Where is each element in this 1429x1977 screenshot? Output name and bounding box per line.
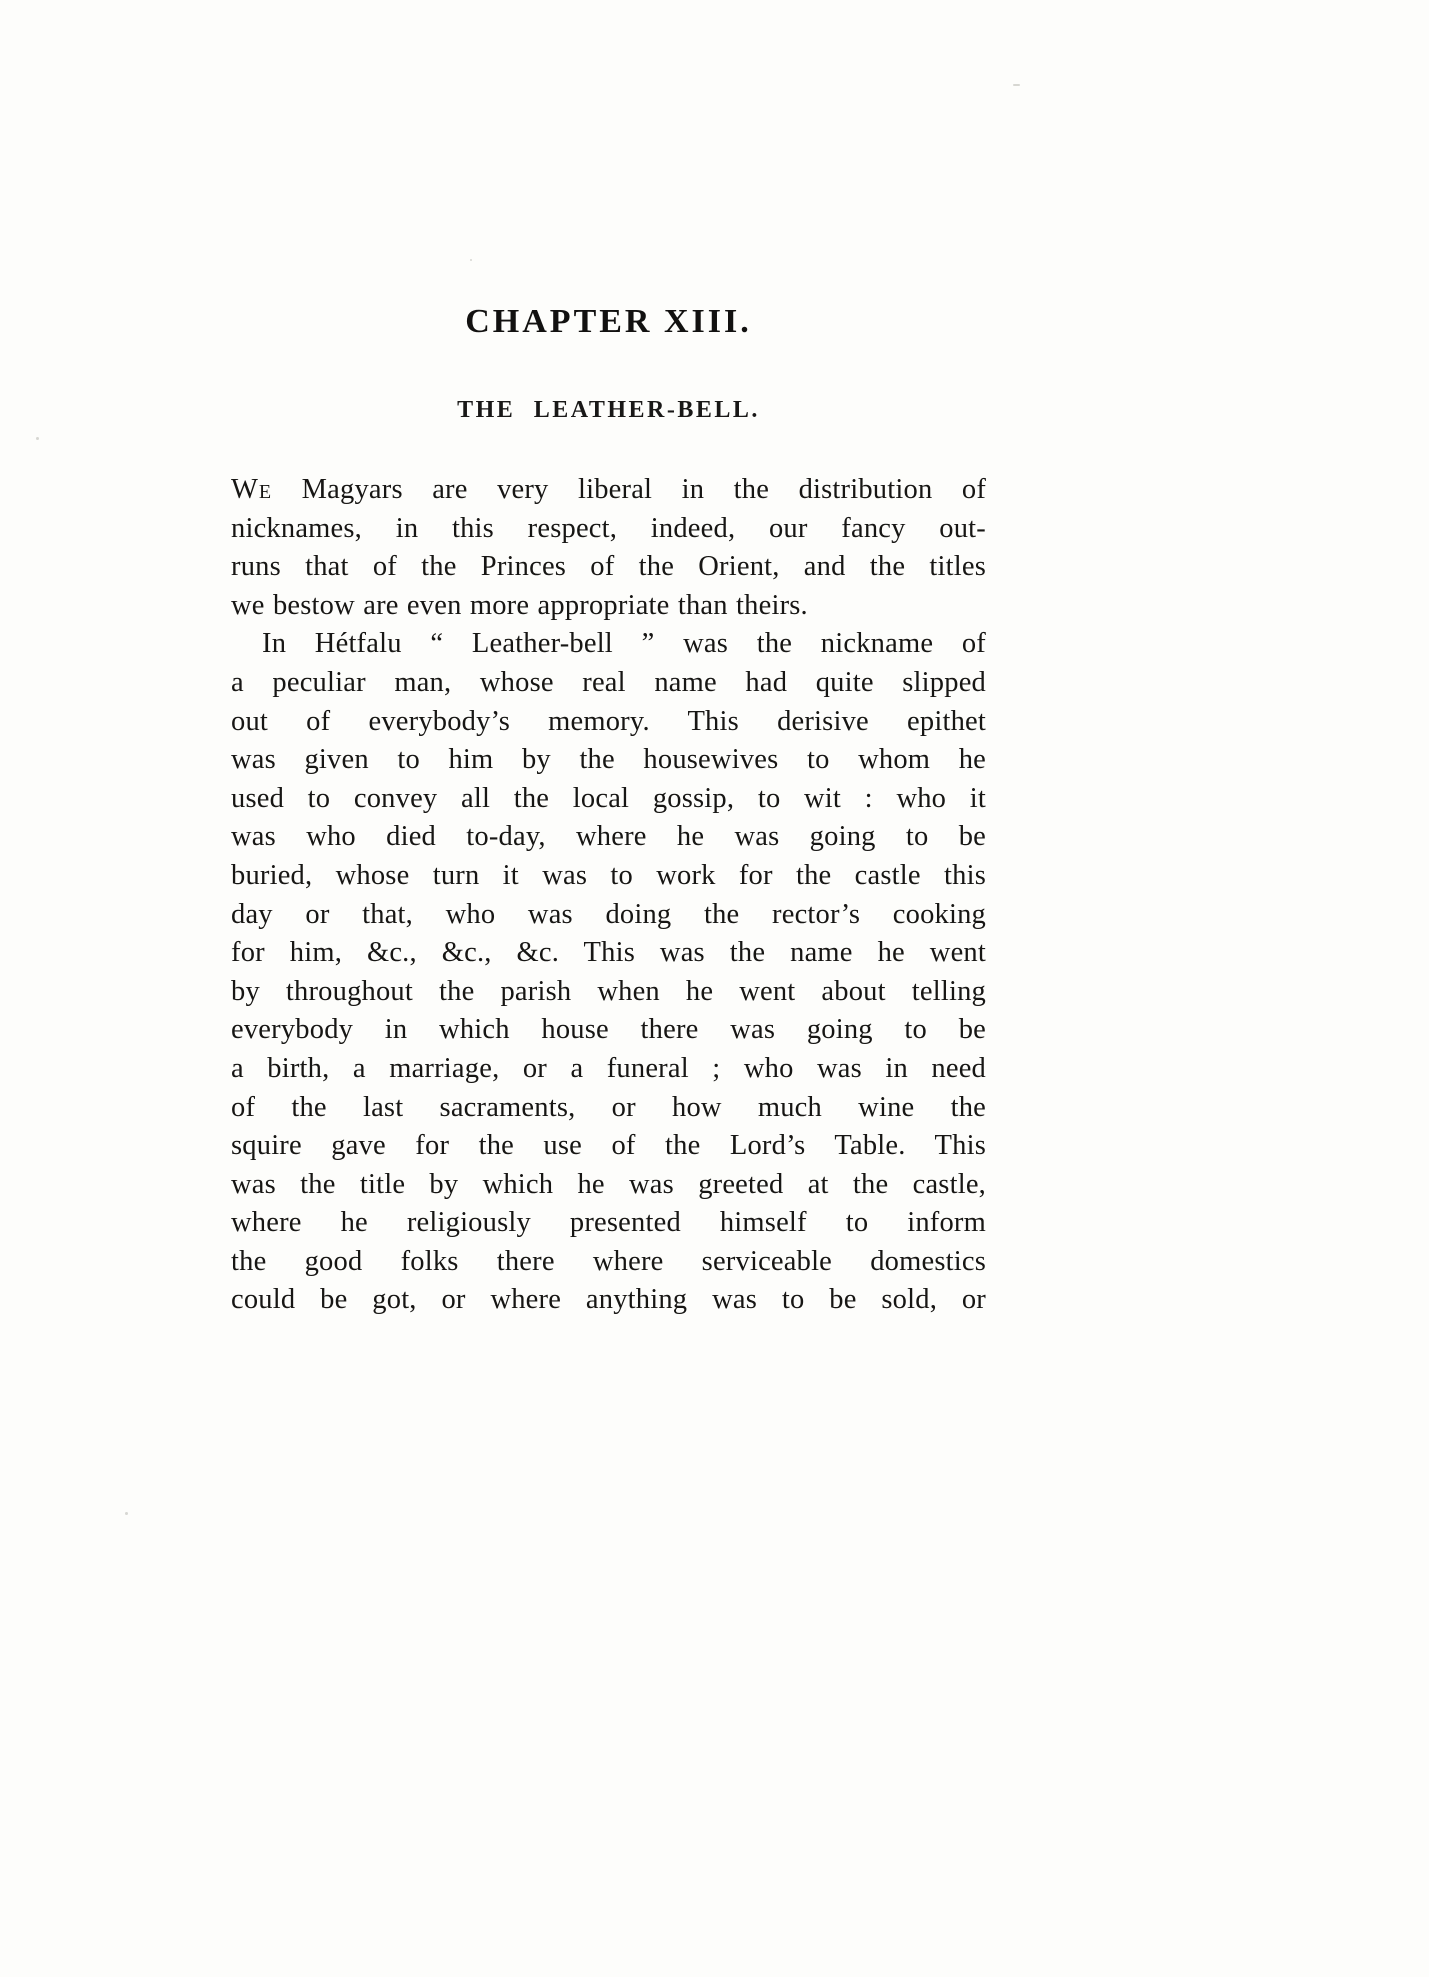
text-line: squire gave for the use of the Lord’s Table. This <box>231 1130 986 1162</box>
lead-word: We <box>231 474 273 505</box>
text-line: a birth, a marriage, or a funeral ; who was in need <box>231 1052 986 1084</box>
scan-speck <box>1013 84 1020 86</box>
text-line: everybody in which house there was going to be <box>231 1014 986 1046</box>
chapter-heading: CHAPTER XIII. <box>465 303 752 340</box>
text-line: could be got, or where anything was to be sold, or <box>231 1284 986 1316</box>
text-line: nicknames, in this respect, indeed, our fancy out- <box>231 512 986 544</box>
paragraph-2 <box>231 625 986 1320</box>
text-line: used to convey all the local gossip, to wit : who it <box>231 782 986 814</box>
text-line: was who died to-day, where he was going to be <box>231 821 986 853</box>
text-line: for him, &c., &c., &c. This was the name he went <box>231 937 986 969</box>
page-body <box>231 471 986 1320</box>
section-title: THE LEATHER-BELL. <box>457 397 760 423</box>
text-line <box>231 471 986 510</box>
scan-speck <box>470 259 472 261</box>
text-line: we bestow are even more appropriate than theirs. <box>231 589 808 621</box>
paragraph-1 <box>231 471 986 625</box>
text-line: out of everybody’s memory. This derisive epithet <box>231 705 986 737</box>
text-line: was given to him by the housewives to whom he <box>231 744 986 776</box>
text-line: a peculiar man, whose real name had quite slipped <box>231 666 986 698</box>
text-line: In Hétfalu “ Leather-bell ” was the nickname of <box>262 628 986 660</box>
text-line: day or that, who was doing the rector’s cooking <box>231 898 986 930</box>
text-line: runs that of the Princes of the Orient, and the titles <box>231 551 986 583</box>
line-text: Magyars are very liberal in the distribution of <box>301 474 987 505</box>
scan-speck <box>125 1512 128 1515</box>
text-line: was the title by which he was greeted at the castle, <box>231 1168 986 1200</box>
scan-speck <box>36 437 39 440</box>
text-line: the good folks there where serviceable domestics <box>231 1245 986 1277</box>
text-line: buried, whose turn it was to work for the castle this <box>231 859 986 891</box>
text-line: where he religiously presented himself to inform <box>231 1207 986 1239</box>
text-line: of the last sacraments, or how much wine the <box>231 1091 986 1123</box>
text-line: by throughout the parish when he went about telling <box>231 975 986 1007</box>
